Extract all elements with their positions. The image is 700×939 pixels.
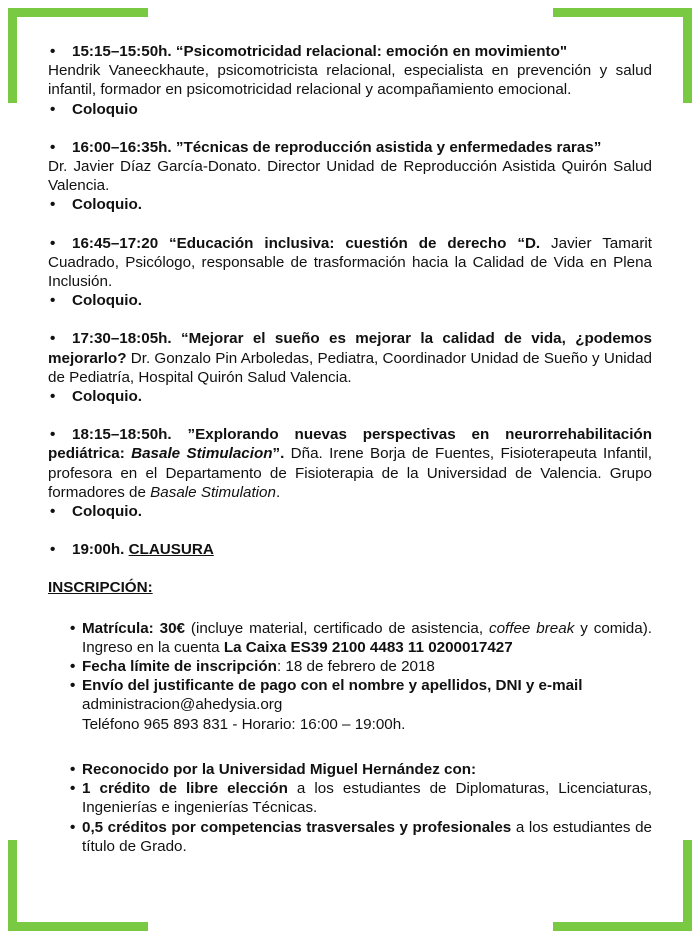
bullet-icon: • [50, 138, 56, 156]
reconocimiento-list [70, 760, 652, 856]
matricula-label: Matrícula: 30€ [82, 619, 185, 637]
email-address: administracion@ahedysia.org [82, 696, 283, 714]
corner-top-left-vertical [8, 8, 17, 103]
program-item-3 [48, 234, 652, 311]
reconocimiento-heading-item [70, 760, 652, 779]
speaker-role: Director Unidad de Reproducción Asistida Quirón Salud Valencia. [48, 158, 652, 195]
coloquio-line [48, 100, 652, 119]
corner-bottom-left-vertical [8, 840, 17, 931]
phone-schedule: Teléfono 965 893 831 - Horario: 16:00 – 19:00h. [82, 715, 406, 733]
bullet-icon: • [50, 330, 56, 348]
session-title [48, 138, 652, 157]
coloquio-line [48, 195, 652, 214]
matricula-text: (incluye material, certificado de asistencia, [185, 619, 489, 637]
coloquio-label: Coloquio. [72, 503, 143, 521]
document-body [48, 42, 652, 856]
fecha-value: : 18 de febrero de 2018 [276, 658, 435, 676]
bullet-icon: • [70, 619, 76, 637]
program-item-5 [48, 425, 652, 521]
session-name: “Psicomotricidad relacional: emoción en movimiento" [171, 43, 568, 60]
credit-2-text: a los estudiantes de título de Grado. [82, 818, 652, 855]
coloquio-line [48, 291, 652, 310]
speaker-info: Dr. Gonzalo Pin Arboledas, Pediatra, Coordinador Unidad de Sueño y Unidad de Pediatría, Hospital Quirón Salud Valencia. [48, 349, 652, 386]
session-title [48, 234, 652, 292]
envio-label: Envío del justificante de pago con el nombre y apellidos, DNI y e-mail [82, 677, 583, 695]
session-name-italic: Basale Stimulacion [131, 445, 273, 463]
bullet-icon: • [70, 780, 76, 798]
session-title [48, 425, 652, 502]
bullet-icon: • [70, 760, 76, 778]
bullet-icon: • [50, 541, 56, 559]
clausura-label: CLAUSURA [128, 541, 214, 559]
session-title [48, 42, 652, 61]
inscripcion-heading-block [48, 578, 652, 597]
credit-item-1 [70, 779, 652, 817]
bullet-icon: • [50, 503, 56, 521]
bank-account: La Caixa ES39 2100 4483 11 0200017427 [223, 638, 513, 656]
session-time: 16:00–16:35h. [72, 138, 172, 156]
coloquio-label: Coloquio. [72, 388, 143, 406]
credit-1-bold: 1 crédito de libre elección [82, 780, 288, 798]
bullet-icon: • [50, 234, 56, 252]
credit-1-text: a los estudiantes de Diplomaturas, Licenciaturas, Ingenierías e ingenierías Técnicas. [82, 780, 652, 817]
session-title [48, 329, 652, 387]
corner-top-right-horizontal [553, 8, 692, 17]
clausura-time: 19:00h. [72, 541, 125, 559]
session-time: 15:15–15:50h. [72, 43, 172, 60]
credit-2-bold: 0,5 créditos por competencias trasversales y profesionales [82, 818, 512, 836]
coloquio-line [48, 502, 652, 521]
corner-bottom-left-horizontal [8, 922, 148, 931]
session-name: ”Explorando nuevas perspectivas en neurorrehabilitación pediátrica: [48, 426, 652, 463]
clausura-line [48, 540, 652, 559]
coloquio-label: Coloquio. [72, 196, 143, 214]
bullet-icon: • [70, 658, 76, 676]
speaker-initial: D. [524, 234, 541, 252]
session-name: ”Técnicas de reproducción asistida y enfermedades raras” [171, 138, 602, 156]
speaker-info [48, 157, 652, 195]
matricula-italic: coffee break [489, 619, 575, 637]
bullet-icon: • [50, 100, 56, 118]
bullet-icon: • [70, 677, 76, 695]
speaker-info-end: . [275, 483, 281, 501]
session-time: 16:45–17:20 [72, 234, 159, 252]
program-item-2 [48, 138, 652, 215]
bullet-icon: • [50, 388, 56, 406]
speaker-name: Dr. Javier Díaz García-Donato. [48, 158, 262, 176]
coloquio-label: Coloquio [72, 100, 138, 118]
program-item-1 [48, 42, 652, 119]
inscripcion-heading: INSCRIPCIÓN: [48, 579, 153, 597]
session-name: “Mejorar el sueño es mejorar la calidad de vida, ¿podemos mejorarlo? [48, 330, 652, 367]
matricula-text2: y comida). Ingreso en la cuenta [82, 619, 652, 656]
clausura-item [48, 540, 652, 559]
bullet-icon: • [50, 426, 56, 444]
program-item-4 [48, 329, 652, 406]
speaker-info: Hendrik Vaneeckhaute, psicomotricista relacional, especialista en prevención y salud infantil, formador en psicomotricidad relacional y acompañamiento emocional. [48, 62, 652, 99]
session-name-end: ”. [272, 445, 285, 463]
speaker-info-italic: Basale Stimulation [150, 483, 276, 501]
coloquio-line [48, 387, 652, 406]
session-time: 18:15–18:50h. [72, 426, 172, 444]
speaker-info: Javier Tamarit Cuadrado, Psicólogo, responsable de trasformación hacia la Calidad de Vida en Plena Inclusión. [48, 234, 652, 291]
corner-bottom-right-vertical [683, 840, 692, 931]
bullet-icon: • [50, 292, 56, 310]
matricula-item [70, 619, 652, 657]
envio-item [70, 676, 652, 734]
bullet-icon: • [50, 43, 56, 60]
session-time: 17:30–18:05h. [72, 330, 172, 348]
coloquio-label: Coloquio. [72, 292, 143, 310]
bullet-icon: • [50, 196, 56, 214]
session-name: “Educación inclusiva: cuestión de derecho “ [158, 234, 525, 252]
speaker-info: Dña. Irene Borja de Fuentes, Fisioterapeuta Infantil, profesora en el Departamento de Fisioterapia de la Universidad de Valencia. Grupo formadores de [48, 445, 652, 501]
fecha-label: Fecha límite de inscripción [82, 658, 277, 676]
bullet-icon: • [70, 818, 76, 836]
fecha-item [70, 657, 652, 676]
corner-top-left-horizontal [8, 8, 148, 17]
corner-bottom-right-horizontal [553, 922, 692, 931]
reconocimiento-heading: Reconocido por la Universidad Miguel Hernández con: [82, 760, 477, 778]
credit-item-2 [70, 818, 652, 856]
inscripcion-list [70, 619, 652, 734]
corner-top-right-vertical [683, 8, 692, 103]
